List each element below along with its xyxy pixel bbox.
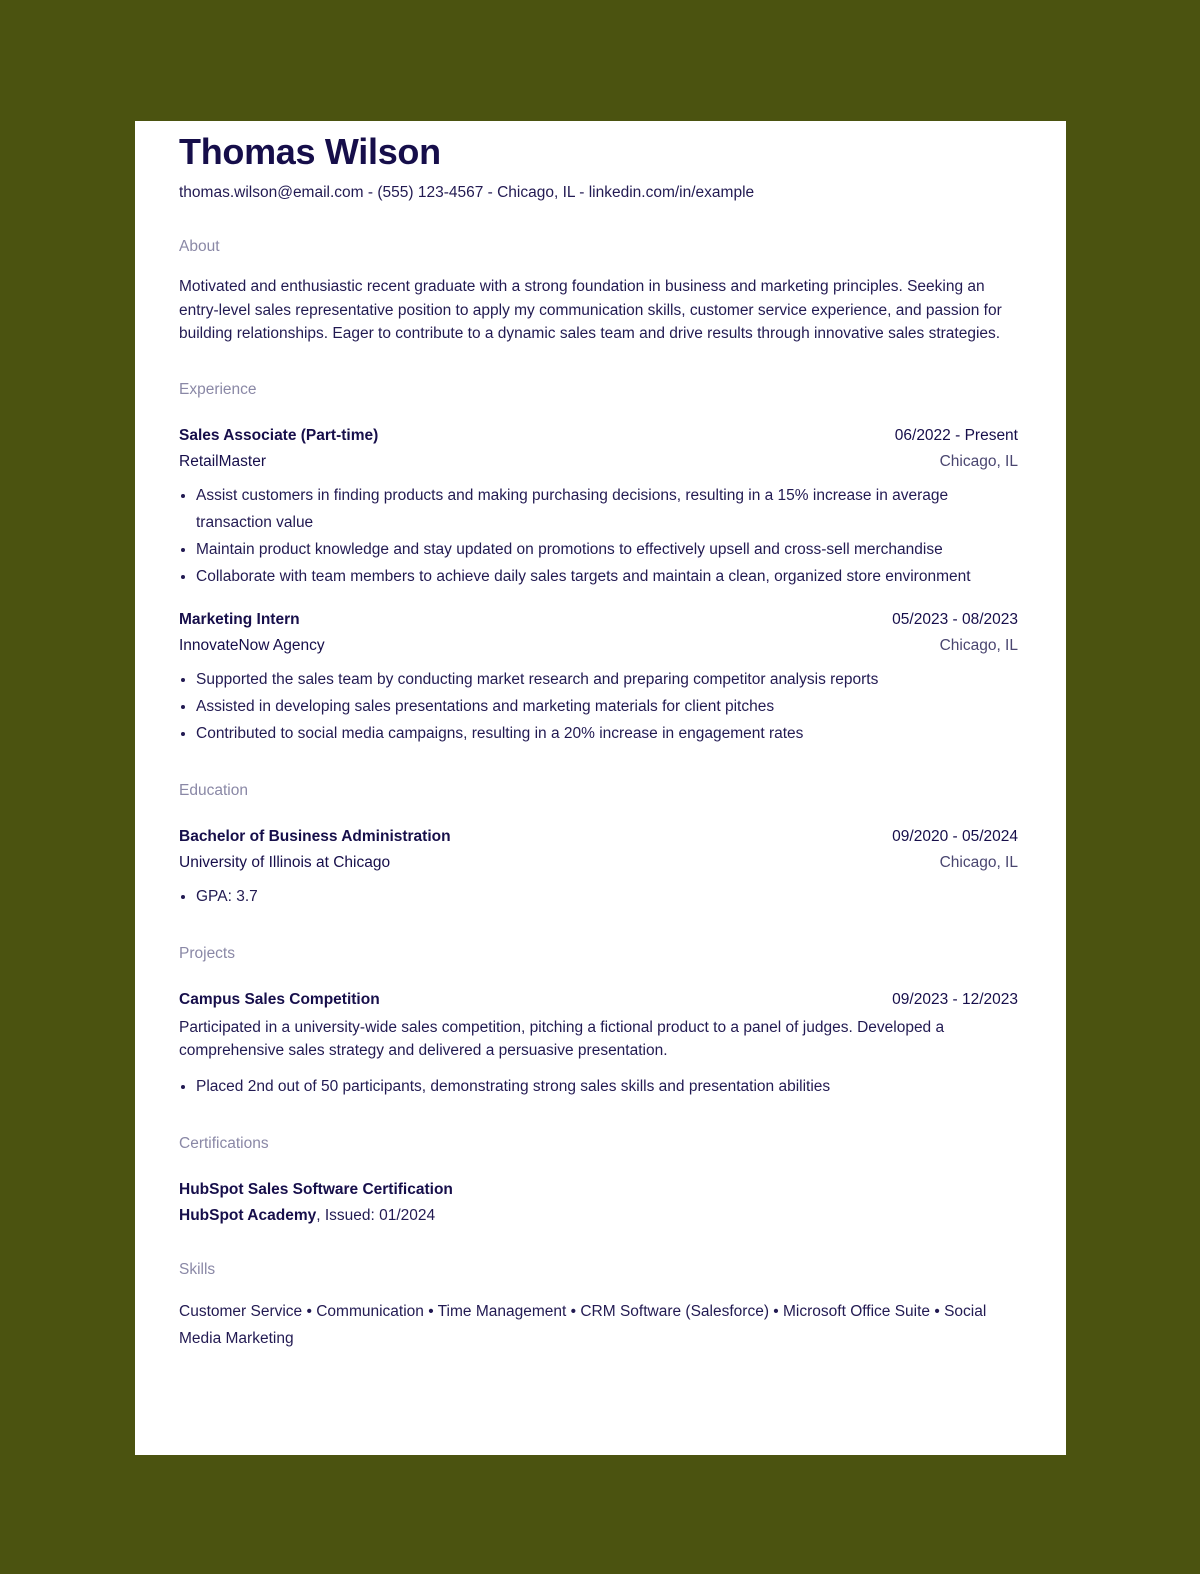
section-title-skills: Skills (179, 1260, 216, 1278)
job-location: Chicago, IL (939, 452, 1018, 470)
certification-entry (179, 1180, 1018, 1226)
project-entry (179, 990, 1018, 1100)
section-title-education: Education (179, 781, 248, 799)
job-title: Marketing Intern (179, 610, 300, 628)
experience-entry (179, 426, 1018, 590)
school-location: Chicago, IL (939, 853, 1018, 871)
list-item: • Maintain product knowledge and stay updated on promotions to effectively upsell and cross-sell merchandise (196, 536, 1018, 563)
project-name: Campus Sales Competition (179, 990, 380, 1008)
company-name: InnovateNow Agency (179, 636, 325, 654)
list-item: • Assisted in developing sales presentations and marketing materials for client pitches (196, 693, 1018, 720)
job-dates: 06/2022 - Present (894, 426, 1018, 444)
project-description: Participated in a university-wide sales competition, pitching a fictional product to a panel of judges. Developed a comprehensive sales strategy and delivered a persuasive presentation. (179, 1018, 945, 1059)
company-name: RetailMaster (179, 452, 266, 470)
list-item: • Collaborate with team members to achieve daily sales targets and maintain a clean, organized store environment (196, 563, 1018, 590)
skills-list: Customer Service • Communication • Time Management • CRM Software (Salesforce) • Microsoft Office Suite • Social Media Marketing (179, 1302, 987, 1347)
section-title-about: About (179, 238, 220, 255)
list-item: • Contributed to social media campaigns, resulting in a 20% increase in engagement rates (196, 720, 1018, 747)
list-item: • Placed 2nd out of 50 participants, demonstrating strong sales skills and presentation abilities (196, 1073, 1018, 1100)
about-text: Motivated and enthusiastic recent graduate with a strong foundation in business and marketing principles. Seeking an entry-level sales representative position to apply my communication skills, customer service experience, and passion for building relationships. Eager to contribute to a dynamic sales team and drive results through innovative sales strategies. (179, 278, 1002, 342)
job-title: Sales Associate (Part-time) (179, 426, 379, 444)
degree-title: Bachelor of Business Administration (179, 827, 451, 845)
list-item: • Assist customers in finding products and making purchasing decisions, resulting in a 15% increase in average transaction value (196, 482, 1018, 536)
project-bullets (179, 1073, 1018, 1100)
job-bullets (179, 482, 1018, 590)
experience-entry (179, 610, 1018, 747)
job-bullets (179, 666, 1018, 747)
education-dates: 09/2020 - 05/2024 (892, 827, 1018, 845)
job-location: Chicago, IL (939, 636, 1018, 654)
job-dates: 05/2023 - 08/2023 (892, 610, 1018, 628)
education-entry (179, 827, 1018, 910)
candidate-name: Thomas Wilson (179, 131, 441, 172)
school-name: University of Illinois at Chicago (179, 853, 391, 871)
list-item: • GPA: 3.7 (196, 883, 1018, 910)
list-item: • Supported the sales team by conducting market research and preparing competitor analysis reports (196, 666, 1018, 693)
resume-page (135, 121, 1066, 1455)
certification-issued: , Issued: 01/2024 (316, 1206, 436, 1224)
certification-issuer: HubSpot Academy (179, 1206, 317, 1224)
project-dates: 09/2023 - 12/2023 (892, 990, 1018, 1008)
contact-line: thomas.wilson@email.com - (555) 123-4567 - Chicago, IL - linkedin.com/in/example (179, 184, 755, 201)
section-title-certifications: Certifications (179, 1134, 269, 1152)
section-title-projects: Projects (179, 944, 235, 962)
section-title-experience: Experience (179, 380, 257, 398)
education-bullets (179, 883, 1018, 910)
certification-name: HubSpot Sales Software Certification (179, 1180, 453, 1198)
